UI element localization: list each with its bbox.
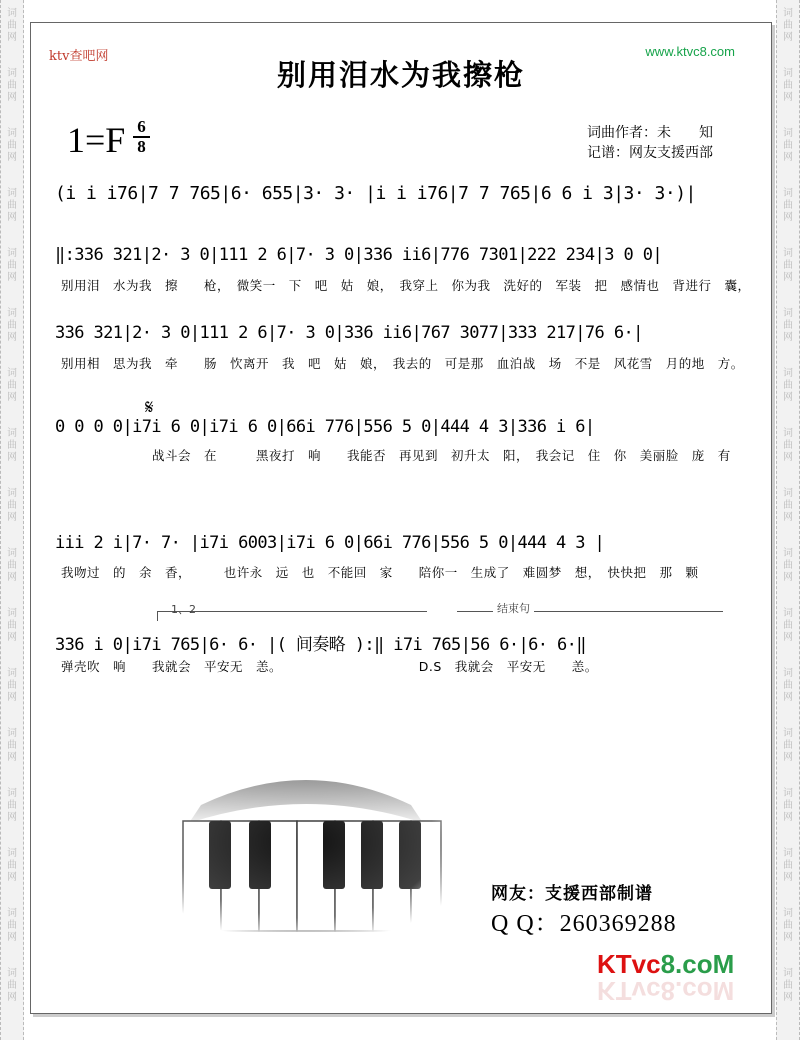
side-watermark-mark: 词 曲 网 <box>7 368 17 403</box>
side-watermark-mark: 词 曲 网 <box>7 488 17 523</box>
volta-bracket-edge <box>157 611 158 621</box>
logo-reflection-2: 8.coM <box>660 976 735 1006</box>
side-watermark-mark: 词 曲 网 <box>783 188 793 223</box>
side-watermark-mark: 词 曲 网 <box>7 248 17 283</box>
side-watermark-mark: 词 曲 网 <box>783 428 793 463</box>
logo-reflection-1: KTvc <box>597 976 661 1006</box>
intro-notes: (i i i76|7 7 765|6· 655|3· 3· |i i i76|7 7 765|6 6 i 3|3· 3·)| <box>55 183 696 204</box>
side-watermark-mark: 词 曲 网 <box>7 788 17 823</box>
side-watermark-mark: 词 曲 网 <box>783 968 793 1003</box>
lyrics-row-5: 弹壳吹 响 我就会 平安无 恙。 D.S 我就会 平安无 恙。 <box>61 659 598 674</box>
side-watermark-mark: 词 曲 网 <box>783 728 793 763</box>
segno-sign: 𝄋 <box>145 395 154 419</box>
site-url-right[interactable]: www.ktvc8.com <box>645 44 735 59</box>
side-watermark-mark: 词 曲 网 <box>7 728 17 763</box>
side-watermark-mark: 词 曲 网 <box>783 548 793 583</box>
logo-reflection <box>597 975 734 1006</box>
side-watermark-mark: 词 曲 网 <box>7 608 17 643</box>
side-watermark-mark: 词 曲 网 <box>7 908 17 943</box>
meter-bottom: 8 <box>137 137 146 156</box>
key-signature: 1=F <box>67 120 126 160</box>
side-watermark-mark: 词 曲 网 <box>783 488 793 523</box>
volta-label: 1、2 <box>171 603 196 616</box>
logo-part-2: 8.coM <box>660 949 735 979</box>
side-watermark-mark: 词 曲 网 <box>783 308 793 343</box>
credits-composer: 词曲作者：未 知 <box>587 125 713 141</box>
side-watermark-mark: 词 曲 网 <box>7 668 17 703</box>
side-watermark-mark: 词 曲 网 <box>783 368 793 403</box>
sheet-music-page <box>30 22 772 1014</box>
left-margin-strip <box>0 0 24 1040</box>
right-margin-strip <box>776 0 800 1040</box>
piano-keys-image <box>161 765 451 935</box>
notes-row-1: ‖:336 321|2· 3 0|111 2 6|7· 3 0|336 ii6|776 7301|222 234|3 0 0| <box>55 245 662 265</box>
credits-transcriber: 记谱：网友支援西部 <box>587 145 713 161</box>
side-watermark-mark: 词 曲 网 <box>783 608 793 643</box>
lyrics-row-1: 别用泪 水为我 擦 枪， 微笑一 下 吧 姑 娘， 我穿上 你为我 洗好的 军装 把 感情也 背进行 囊， <box>61 278 751 293</box>
notes-row-2: 336 321|2· 3 0|111 2 6|7· 3 0|336 ii6|767 3077|333 217|76 6·| <box>55 323 643 343</box>
side-watermark-mark: 词 曲 网 <box>7 308 17 343</box>
transcriber-credit: 网友：支援西部制谱 <box>491 884 653 904</box>
side-watermark-mark: 词 曲 网 <box>7 68 17 103</box>
time-signature <box>133 118 150 156</box>
side-watermark-mark: 词 曲 网 <box>7 848 17 883</box>
credits <box>587 123 713 163</box>
side-watermark-mark: 词 曲 网 <box>7 128 17 163</box>
notes-row-4: iii 2 i|7· 7· |i7i 6003|i7i 6 0|66i 776|556 5 0|444 4 3 | <box>55 533 605 553</box>
side-watermark-mark: 词 曲 网 <box>7 548 17 583</box>
side-watermark-mark: 词 曲 网 <box>7 8 17 43</box>
side-watermark-mark: 词 曲 网 <box>783 908 793 943</box>
side-watermark-mark: 词 曲 网 <box>783 128 793 163</box>
qq-number: Q Q：260369288 <box>491 911 677 937</box>
volta-bracket-line <box>157 611 427 612</box>
side-watermark-mark: 词 曲 网 <box>783 668 793 703</box>
logo-part-1: KTvc <box>597 949 661 979</box>
side-watermark-mark: 词 曲 网 <box>783 8 793 43</box>
side-watermark-mark: 词 曲 网 <box>783 68 793 103</box>
side-watermark-mark: 词 曲 网 <box>783 788 793 823</box>
side-watermark-mark: 词 曲 网 <box>783 848 793 883</box>
song-title: 别用泪水为我擦枪 <box>276 58 525 92</box>
lyrics-row-4: 我吻过 的 余 香， 也许永 远 也 不能回 家 陪你一 生成了 难圆梦 想， 快快把 那 颗 <box>61 565 699 580</box>
notes-row-3: 0 0 0 0|i7i 6 0|i7i 6 0|66i 776|556 5 0|444 4 3|336 i 6| <box>55 417 595 437</box>
ending-label: 结束句 <box>493 600 534 616</box>
side-watermark-mark: 词 曲 网 <box>7 428 17 463</box>
meter-top: 6 <box>137 117 146 136</box>
side-watermark-mark: 词 曲 网 <box>7 188 17 223</box>
lyrics-row-3: 战斗会 在 黑夜打 响 我能否 再见到 初升太 阳， 我会记 住 你 美丽脸 庞 有 <box>61 448 731 463</box>
side-watermark-mark: 词 曲 网 <box>783 248 793 283</box>
site-name-left[interactable]: ktv查吧网 <box>49 49 109 64</box>
side-watermark-mark: 词 曲 网 <box>7 968 17 1003</box>
notes-row-5: 336 i 0|i7i 765|6· 6· |( 间奏略 ):‖ i7i 765|56 6·|6· 6·‖ <box>55 635 586 655</box>
lyrics-row-2: 别用相 思为我 牵 肠 忺离开 我 吧 姑 娘， 我去的 可是那 血泊战 场 不是 风花雪 月的地 方。 <box>61 356 744 371</box>
